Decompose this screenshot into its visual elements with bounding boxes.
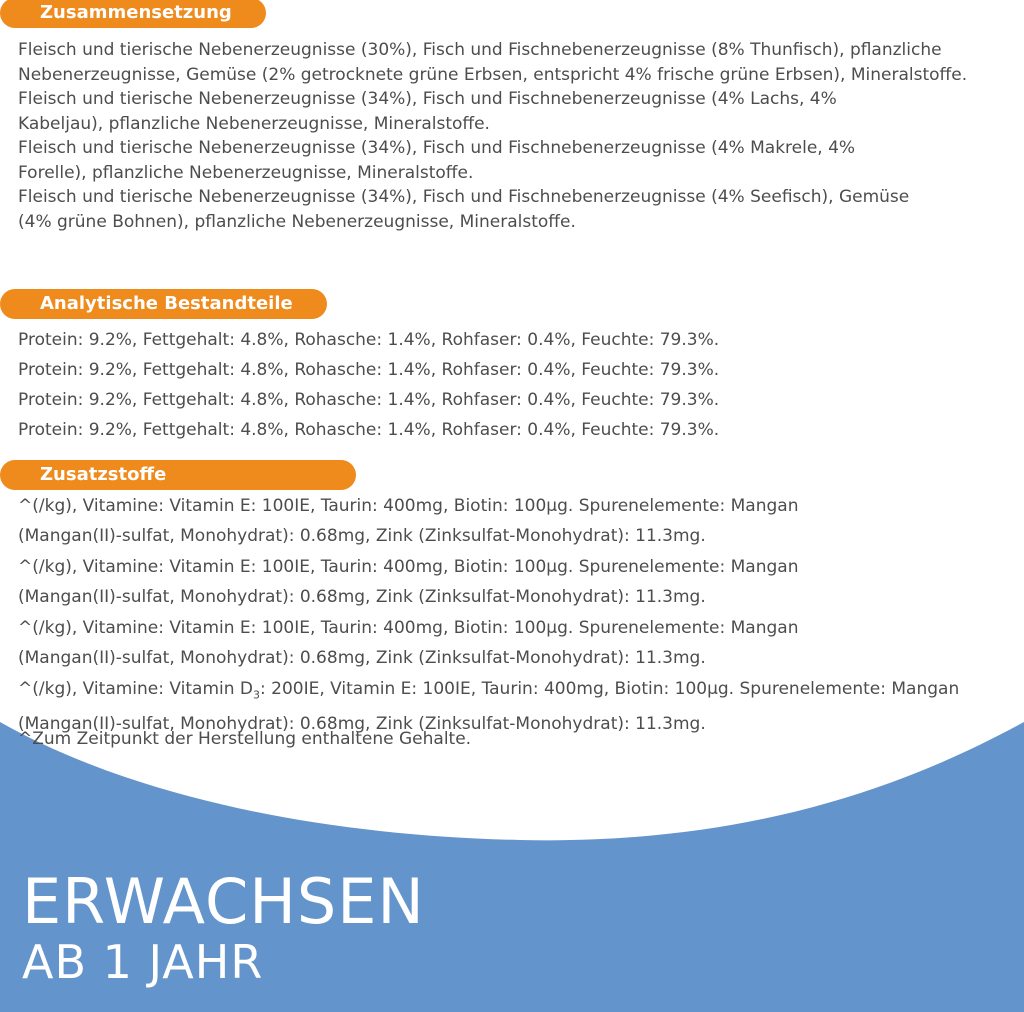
additives-text-before: ^(/kg), Vitamine: Vitamin D: [18, 679, 254, 699]
composition-paragraph: Fleisch und tierische Nebenerzeugnisse (30%), Fisch und Fischnebenerzeugnisse (8% Thunfisch), pflanzliche Nebenerzeugnisse, Gemüse (2% getrocknete grüne Erbsen, entspricht 4% frische grüne Erbsen), Mineralstoffe.: [18, 40, 968, 85]
section-analytische-bestandteile: [18, 289, 719, 445]
analytical-line: Protein: 9.2%, Fettgehalt: 4.8%, Rohasche: 1.4%, Rohfaser: 0.4%, Feuchte: 79.3%.: [18, 420, 720, 440]
composition-paragraph: Fleisch und tierische Nebenerzeugnisse (34%), Fisch und Fischnebenerzeugnisse (4% Seefisch), Gemüse (4% grüne Bohnen), pflanzliche Nebenerzeugnisse, Mineralstoffe.: [18, 187, 910, 232]
composition-paragraph: Fleisch und tierische Nebenerzeugnisse (34%), Fisch und Fischnebenerzeugnisse (4% Lachs, 4% Kabeljau), pflanzliche Nebenerzeugnisse, Mineralstoffe.: [18, 89, 837, 134]
analytical-line: Protein: 9.2%, Fettgehalt: 4.8%, Rohasche: 1.4%, Rohfaser: 0.4%, Feuchte: 79.3%.: [18, 330, 720, 350]
section-heading-zusammensetzung: Zusammensetzung: [0, 0, 266, 28]
composition-list: [18, 38, 978, 234]
footnote: ^Zum Zeitpunkt der Herstellung enthaltene Gehalte.: [18, 729, 472, 749]
subscript-3: 3: [253, 688, 261, 702]
additives-text-after: : 200IE, Vitamin E: 100IE, Taurin: 400mg, Biotin: 100µg. Spurenelemente: Mangan (Mangan(II)-sulfat, Monohydrat): 0.68mg, Zink (Zinksulfat-Monohydrat): 11.3mg.: [18, 679, 960, 734]
section-heading-analytische-bestandteile: Analytische Bestandteile: [0, 289, 327, 319]
additives-paragraph: ^(/kg), Vitamine: Vitamin E: 100IE, Taurin: 400mg, Biotin: 100µg. Spurenelemente: Mangan (Mangan(II)-sulfat, Monohydrat): 0.68mg, Zink (Zinksulfat-Monohydrat): 11.3mg.: [18, 496, 799, 546]
additives-paragraph: ^(/kg), Vitamine: Vitamin E: 100IE, Taurin: 400mg, Biotin: 100µg. Spurenelemente: Mangan (Mangan(II)-sulfat, Monohydrat): 0.68mg, Zink (Zinksulfat-Monohydrat): 11.3mg.: [18, 557, 799, 607]
analytical-list: [18, 325, 719, 445]
section-zusatzstoffe: [18, 460, 1008, 741]
additives-list: [18, 492, 1008, 739]
analytical-line: Protein: 9.2%, Fettgehalt: 4.8%, Rohasche: 1.4%, Rohfaser: 0.4%, Feuchte: 79.3%.: [18, 360, 720, 380]
composition-paragraph: Fleisch und tierische Nebenerzeugnisse (34%), Fisch und Fischnebenerzeugnisse (4% Makrele, 4% Forelle), pflanzliche Nebenerzeugnisse, Mineralstoffe.: [18, 138, 856, 183]
section-zusammensetzung: [18, 0, 978, 234]
section-heading-zusatzstoffe: Zusatzstoffe: [0, 460, 356, 490]
additives-paragraph: ^(/kg), Vitamine: Vitamin E: 100IE, Taurin: 400mg, Biotin: 100µg. Spurenelemente: Mangan (Mangan(II)-sulfat, Monohydrat): 0.68mg, Zink (Zinksulfat-Monohydrat): 11.3mg.: [18, 618, 799, 668]
analytical-line: Protein: 9.2%, Fettgehalt: 4.8%, Rohasche: 1.4%, Rohfaser: 0.4%, Feuchte: 79.3%.: [18, 390, 720, 410]
hero-subtitle: AB 1 JAHR: [22, 935, 264, 989]
hero-title: ERWACHSEN: [22, 865, 425, 938]
